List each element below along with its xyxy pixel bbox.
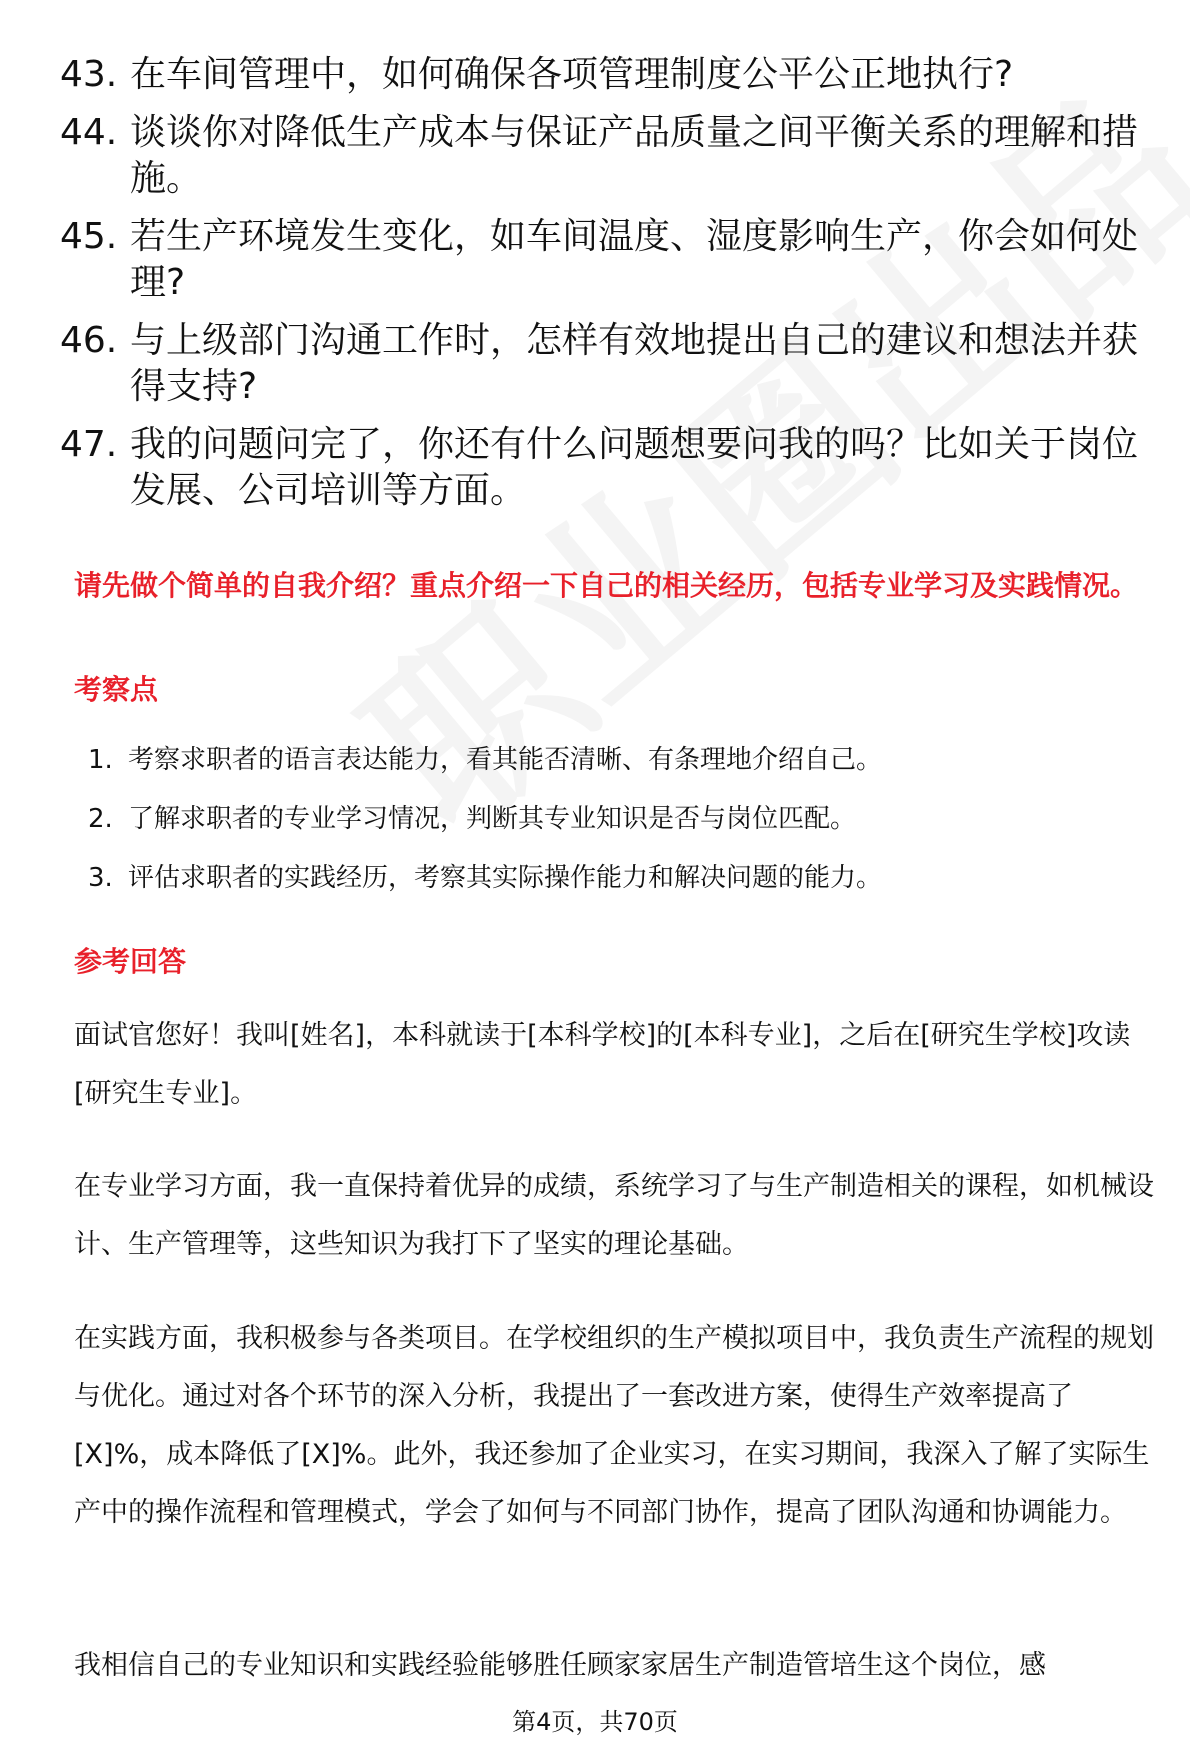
question-number: 45. [60, 216, 118, 257]
point-number: 2. [88, 804, 113, 834]
question-item [60, 214, 1160, 306]
question-item [60, 52, 1160, 98]
question-text: 在车间管理中，如何确保各项管理制度公平公正地执行? [130, 54, 1014, 95]
point-text: 了解求职者的专业学习情况，判断其专业知识是否与岗位匹配。 [128, 804, 857, 834]
page-footer: 第4页，共70页 [512, 1708, 678, 1736]
question-item [60, 422, 1160, 514]
point-item [88, 860, 1168, 896]
answer-paragraph: 面试官您好！我叫[姓名]，本科就读于[本科学校]的[本科专业]，之后在[研究生学校]攻读[研究生专业]。 [74, 1020, 1131, 1109]
section-title-answer: 参考回答 [74, 945, 187, 978]
question-text: 我的问题问完了，你还有什么问题想要问我的吗？比如关于岗位发展、公司培训等方面。 [130, 424, 1139, 511]
point-text: 考察求职者的语言表达能力，看其能否清晰、有条理地介绍自己。 [128, 745, 883, 775]
point-number: 3. [88, 863, 113, 893]
answer-paragraph: 我相信自己的专业知识和实践经验能够胜任顾家家居生产制造管培生这个岗位，感 [74, 1650, 1046, 1681]
answer-paragraph: 在实践方面，我积极参与各类项目。在学校组织的生产模拟项目中，我负责生产流程的规划与优化。通过对各个环节的深入分析，我提出了一套改进方案，使得生产效率提高了[X]%，成本降低了[X]%。此外，我还参加了企业实习，在实习期间，我深入了解了实际生产中的操作流程和管理模式，学会了如何与不同部门协作，提高了团队沟通和协调能力。 [74, 1323, 1154, 1528]
point-number: 1. [88, 745, 113, 775]
point-text: 评估求职者的实践经历，考察其实际操作能力和解决问题的能力。 [128, 863, 883, 893]
question-list [60, 52, 1160, 526]
question-item [60, 110, 1160, 202]
answer-paragraph: 在专业学习方面，我一直保持着优异的成绩，系统学习了与生产制造相关的课程，如机械设计、生产管理等，这些知识为我打下了坚实的理论基础。 [74, 1171, 1154, 1260]
point-item [88, 742, 1168, 778]
points-list [88, 742, 1168, 919]
question-text: 若生产环境发生变化，如车间温度、湿度影响生产，你会如何处理? [130, 216, 1139, 303]
point-item [88, 801, 1168, 837]
question-number: 47. [60, 424, 118, 465]
question-text: 谈谈你对降低生产成本与保证产品质量之间平衡关系的理解和措施。 [130, 112, 1139, 199]
section-title-points: 考察点 [74, 673, 159, 706]
question-number: 43. [60, 54, 118, 95]
question-item [60, 318, 1160, 410]
question-number: 46. [60, 320, 118, 361]
question-number: 44. [60, 112, 118, 153]
question-headline: 请先做个简单的自我介绍？重点介绍一下自己的相关经历，包括专业学习及实践情况。 [74, 569, 1139, 602]
question-text: 与上级部门沟通工作时，怎样有效地提出自己的建议和想法并获得支持? [130, 320, 1139, 407]
